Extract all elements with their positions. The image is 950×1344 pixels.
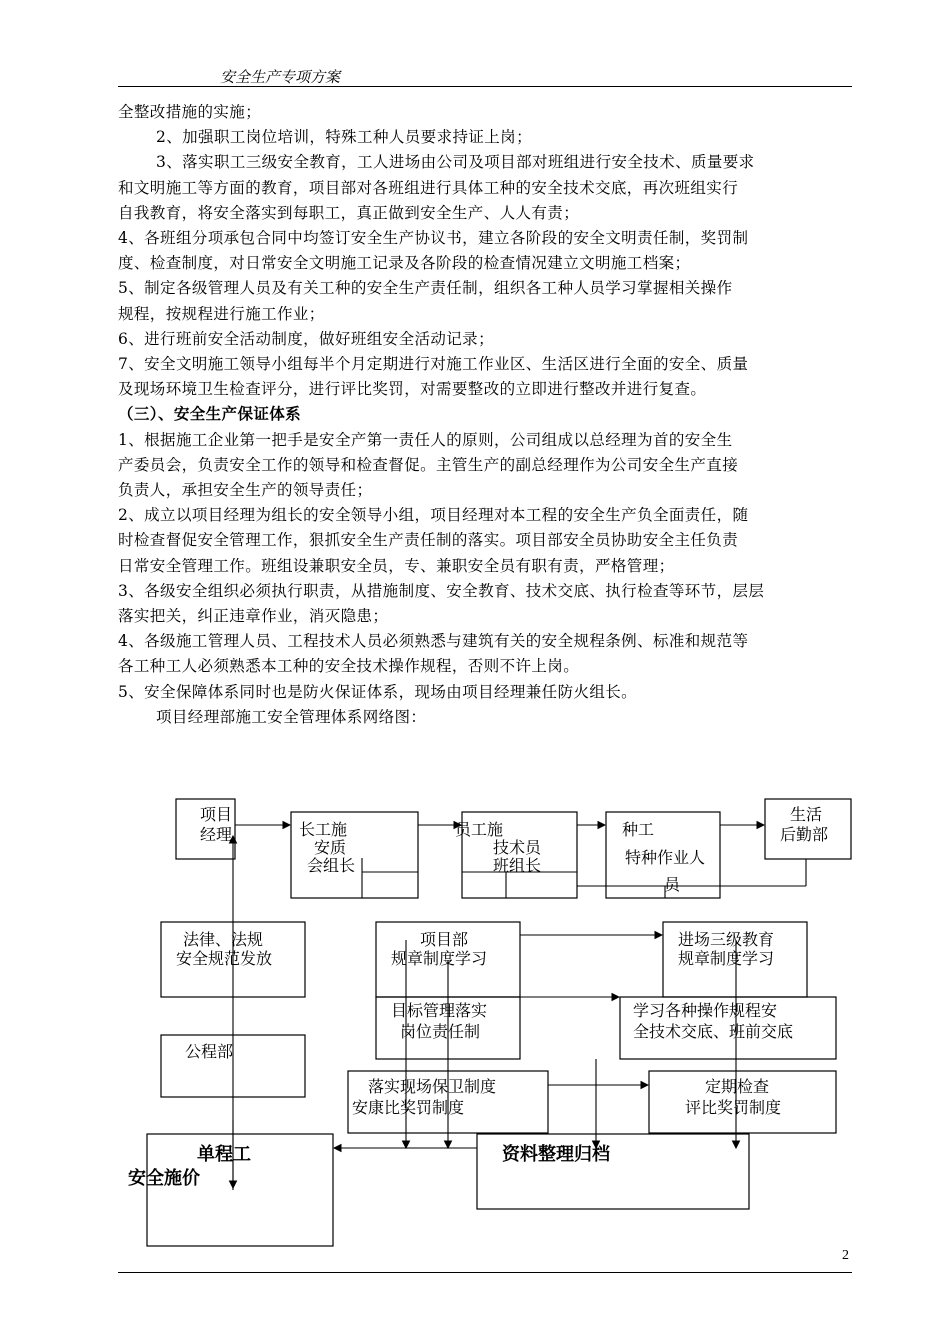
text-line: 自我教育，将安全落实到每职工，真正做到安全生产、人人有责； <box>118 203 580 222</box>
box-label: 安质 <box>314 838 347 857</box>
box-label: 项目 <box>200 805 233 824</box>
box-label: 经理 <box>200 825 233 844</box>
box-label: 特种作业人 <box>625 848 706 867</box>
section-heading: （三）、安全生产保证体系 <box>118 405 302 424</box>
footer-rule <box>118 1272 852 1273</box>
text-line: 度、检查制度，对日常安全文明施工记录及各阶段的检查情况建立文明施工档案； <box>118 254 691 273</box>
text-line: 全整改措施的实施； <box>118 103 262 121</box>
text-line: 和文明施工等方面的教育，项目部对各班组进行具体工种的安全技术交底，再次班组实行 <box>118 178 739 197</box>
diagram-caption: 项目经理部施工安全管理体系网络图： <box>156 707 427 726</box>
text-line: 日常安全管理工作。班组设兼职安全员，专、兼职安全员有职有责，严格管理； <box>118 556 675 575</box>
box-label: 安全施价 <box>128 1168 200 1189</box>
box-label: 后勤部 <box>780 825 829 844</box>
box-label: 学习各种操作规程安 <box>633 1001 778 1020</box>
text-line: 6、进行班前安全活动制度，做好班组安全活动记录； <box>118 329 494 348</box>
box-label: 法律、法规 <box>183 930 264 949</box>
box-label: 进场三级教育 <box>678 930 775 949</box>
box-label: 员 <box>664 875 681 894</box>
box-label: 安全规范发放 <box>176 949 273 968</box>
text-line: 2、加强职工岗位培训，特殊工种人员要求持证上岗； <box>156 128 532 147</box>
box-label: 资料整理归档 <box>502 1144 610 1165</box>
text-line: 各工种工人必须熟悉本工种的安全技术操作规程，否则不许上岗。 <box>118 657 580 676</box>
text-line: 及现场环境卫生检查评分，进行评比奖罚，对需要整改的立即进行整改并进行复查。 <box>118 380 707 399</box>
text-line: 1、根据施工企业第一把手是安全产第一责任人的原则，公司组成以总经理为首的安全生 <box>118 430 733 449</box>
text-line: 3、各级安全组织必须执行职责，从措施制度、安全教育、技术交底、执行检查等环节，层层 <box>118 581 765 600</box>
text-line: 负责人，承担安全生产的领导责任； <box>118 481 373 500</box>
box-label: 岗位责任制 <box>400 1022 481 1041</box>
text-line: 5、安全保障体系同时也是防火保证体系，现场由项目经理兼任防火组长。 <box>118 682 638 701</box>
box-label: 技术员 <box>493 838 542 857</box>
text-line: 落实把关，纠正违章作业，消灭隐患； <box>118 607 389 626</box>
text-line: 2、成立以项目经理为组长的安全领导小组，项目经理对本工程的安全生产负全面责任，随 <box>118 506 749 525</box>
box-label: 项目部 <box>420 930 469 949</box>
box-label: 公程部 <box>185 1042 234 1061</box>
box-label: 目标管理落实 <box>391 1001 488 1020</box>
text-line: 产委员会，负责安全工作的领导和检查督促。主管生产的副总经理作为公司安全生产直接 <box>118 455 739 474</box>
text-line: 5、制定各级管理人员及有关工种的安全生产责任制，组织各工种人员学习掌握相关操作 <box>118 279 733 298</box>
page-number: 2 <box>842 1248 849 1263</box>
box-label: 会组长 <box>307 856 356 875</box>
text-line: 时检查督促安全管理工作，狠抓安全生产责任制的落实。项目部安全员协助安全主任负责 <box>118 531 739 550</box>
box-label: 长工施 <box>299 820 348 839</box>
box-label: 规章制度学习 <box>678 949 775 968</box>
box-label: 评比奖罚制度 <box>685 1098 782 1117</box>
text-line: 3、落实职工三级安全教育，工人进场由公司及项目部对班组进行安全技术、质量要求 <box>156 153 755 172</box>
text-line: 4、各级施工管理人员、工程技术人员必须熟悉与建筑有关的安全规程条例、标准和规范等 <box>118 632 749 651</box>
box-label: 班组长 <box>493 856 542 875</box>
box-label: 员工施 <box>455 820 504 839</box>
header-title: 安全生产专项方案 <box>220 68 341 86</box>
box-label: 单程工 <box>197 1144 251 1165</box>
text-line: 规程，按规程进行施工作业； <box>118 304 325 323</box>
box-label: 生活 <box>790 805 823 824</box>
text-line: 4、各班组分项承包合同中均签订安全生产协议书，建立各阶段的安全文明责任制，奖罚制 <box>118 229 749 248</box>
text-line: 7、安全文明施工领导小组每半个月定期进行对施工作业区、生活区进行全面的安全、质量 <box>118 355 749 374</box>
box-label: 落实现场保卫制度 <box>368 1077 497 1096</box>
box-label: 定期检查 <box>705 1077 770 1096</box>
box-label: 安康比奖罚制度 <box>352 1098 465 1117</box>
box-label: 种工 <box>622 820 655 839</box>
box-label: 规章制度学习 <box>391 949 488 968</box>
box-label: 全技术交底、班前交底 <box>633 1022 794 1041</box>
